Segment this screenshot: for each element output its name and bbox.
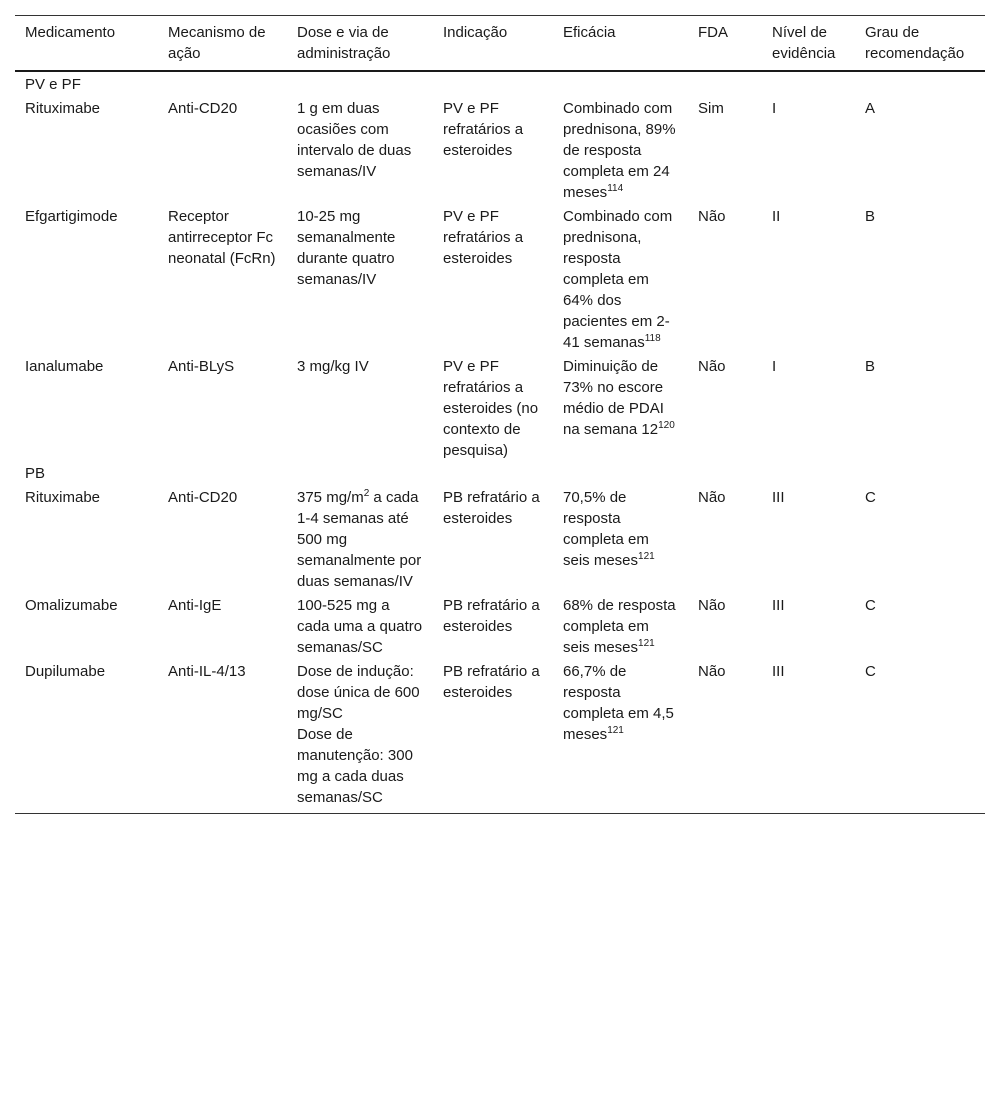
- cell-dose: 100-525 mg a cada uma a quatro semanas/SC: [297, 597, 423, 656]
- group-label: PB: [25, 465, 46, 482]
- cell-mecanismo: Anti-BLyS: [168, 358, 235, 375]
- superscript: 2: [363, 488, 370, 499]
- cell-nivel: III: [762, 658, 855, 814]
- cell-grau: C: [865, 597, 876, 614]
- cell-indicacao: PV e PF refratários a esteroides (no contexto de pesquisa): [443, 358, 539, 459]
- cell-fda: Sim: [698, 100, 724, 117]
- cell-grau: C: [855, 658, 985, 814]
- cell-indicacao: PB refratário a esteroides: [443, 489, 540, 527]
- cell-dose: [287, 484, 433, 592]
- dose-text: 375 mg/m: [297, 489, 364, 506]
- reference-number: 120: [658, 420, 675, 431]
- table-header: [15, 16, 985, 72]
- group-row-pv-pf: [15, 71, 985, 95]
- cell-dose: [287, 658, 433, 814]
- cell-medicamento: Efgartigimode: [25, 208, 118, 225]
- table-row: [15, 658, 985, 814]
- treatment-table: [15, 15, 985, 814]
- cell-fda: Não: [698, 597, 726, 614]
- table-row: [15, 353, 985, 461]
- eficacia-text: 68% de resposta completa em seis meses: [563, 597, 676, 656]
- cell-indicacao: PV e PF refratários a esteroides: [443, 208, 524, 267]
- cell-dose: 10-25 mg semanalmente durante quatro semanas/IV: [297, 208, 396, 288]
- cell-mecanismo: Anti-IL-4/13: [158, 658, 287, 814]
- reference-number: 121: [607, 725, 624, 736]
- cell-eficacia: [553, 95, 688, 203]
- group-label: PV e PF: [25, 76, 81, 93]
- cell-fda: Não: [688, 658, 762, 814]
- cell-nivel: III: [772, 489, 785, 506]
- reference-number: 118: [644, 333, 661, 344]
- cell-eficacia: [553, 484, 688, 592]
- reference-number: 121: [638, 551, 655, 562]
- cell-fda: Não: [698, 358, 726, 375]
- group-row-pb: [15, 461, 985, 484]
- cell-grau: A: [865, 100, 876, 117]
- table-row: [15, 592, 985, 658]
- cell-nivel: I: [772, 358, 777, 375]
- eficacia-text: 66,7% de resposta completa em 4,5 meses: [563, 663, 674, 743]
- cell-fda: Não: [698, 208, 726, 225]
- eficacia-text: 70,5% de resposta completa em seis meses: [563, 489, 649, 569]
- cell-medicamento: Rituximabe: [25, 100, 101, 117]
- cell-grau: C: [865, 489, 876, 506]
- cell-dose: 1 g em duas ocasiões com intervalo de duas semanas/IV: [297, 100, 412, 180]
- header-medicamento: Medicamento: [15, 16, 158, 72]
- header-grau: Grau de recomendação: [855, 16, 985, 72]
- dose-inducao: Dose de indução: dose única de 600 mg/SC: [297, 663, 420, 722]
- reference-number: 114: [607, 183, 624, 194]
- cell-medicamento: Omalizumabe: [25, 597, 118, 614]
- cell-grau: B: [865, 358, 876, 375]
- cell-eficacia: [553, 592, 688, 658]
- cell-nivel: I: [772, 100, 777, 117]
- header-dose: Dose e via de administração: [287, 16, 433, 72]
- cell-dose: 3 mg/kg IV: [297, 358, 369, 375]
- header-fda: FDA: [688, 16, 762, 72]
- cell-mecanismo: Anti-CD20: [168, 100, 238, 117]
- cell-medicamento: Dupilumabe: [15, 658, 158, 814]
- dose-manutencao: Dose de manutenção: 300 mg a cada duas semanas/SC: [297, 726, 413, 806]
- cell-eficacia: [553, 353, 688, 461]
- cell-mecanismo: Anti-CD20: [168, 489, 238, 506]
- eficacia-text: Combinado com prednisona, 89% de resposta completa em 24 meses: [563, 100, 676, 201]
- header-indicacao: Indicação: [433, 16, 553, 72]
- cell-nivel: II: [772, 208, 781, 225]
- reference-number: 121: [638, 638, 655, 649]
- cell-grau: B: [865, 208, 876, 225]
- cell-medicamento: Rituximabe: [25, 489, 101, 506]
- cell-mecanismo: Receptor antirreceptor Fc neonatal (FcRn): [168, 208, 276, 267]
- table-row: [15, 95, 985, 203]
- eficacia-text: Combinado com prednisona, resposta completa em 64% dos pacientes em 2-41 semanas: [563, 208, 673, 351]
- cell-indicacao: PV e PF refratários a esteroides: [443, 100, 524, 159]
- table-row: [15, 484, 985, 592]
- cell-fda: Não: [698, 489, 726, 506]
- cell-eficacia: [553, 203, 688, 353]
- cell-nivel: III: [772, 597, 785, 614]
- table-body: [15, 71, 985, 814]
- cell-eficacia: [553, 658, 688, 814]
- header-eficacia: Eficácia: [553, 16, 688, 72]
- cell-mecanismo: Anti-IgE: [168, 597, 222, 614]
- header-mecanismo: Mecanismo de ação: [158, 16, 287, 72]
- cell-indicacao: PB refratário a esteroides: [433, 658, 553, 814]
- eficacia-text: Diminuição de 73% no escore médio de PDAI na semana 12: [563, 358, 664, 438]
- cell-indicacao: PB refratário a esteroides: [443, 597, 540, 635]
- header-nivel: Nível de evidência: [762, 16, 855, 72]
- cell-medicamento: Ianalumabe: [25, 358, 104, 375]
- table-row: [15, 203, 985, 353]
- dose-text-continued: a cada 1-4 semanas até 500 mg semanalmente por duas semanas/IV: [297, 489, 422, 590]
